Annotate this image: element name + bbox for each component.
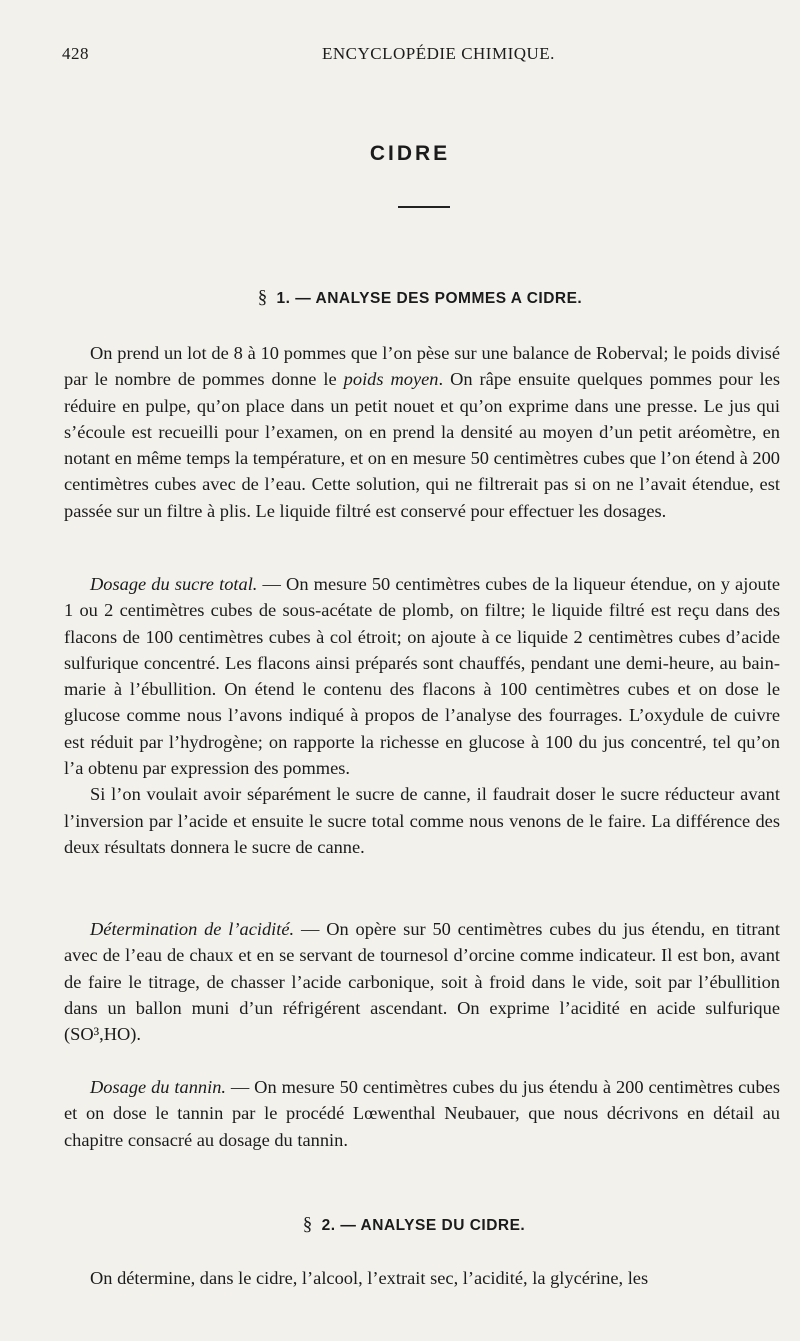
section-symbol: § — [257, 287, 268, 308]
subheading-acidite: Détermination de l’acidité. — [90, 919, 295, 939]
paragraph-text: — On mesure 50 centimètres cubes du jus étendu à 200 centimètres cubes et on dose le tannin par le procédé Lœwenthal Neubauer, que nous décrivons en détail au chapitre consacré au dosage du tannin. — [64, 1077, 780, 1150]
paragraph-acidite — [64, 916, 780, 1047]
emphasis-poids-moyen: poids moyen — [343, 369, 439, 390]
subheading-sucre-total: Dosage du sucre total. — [90, 574, 258, 594]
subheading-tannin: Dosage du tannin. — [90, 1077, 226, 1097]
paragraph-text: . On râpe ensuite quelques pommes pour les réduire en pulpe, qu’on place dans un petit nouet et qu’on exprime dans une presse. Le jus qui s’écoule est recueilli pour l’examen, on en prend la densité au moyen d’un petit aréomètre, en notant en même temps la température, et on en mesure 50 centimètres cubes que l’on étend à 200 centimètres cubes avec de l’eau. Cette solution, qui ne filtrerait pas si on ne l’avait étendue, est passée sur un filtre à plis. Le liquide filtré est conservé pour effectuer les dosages. — [64, 369, 780, 521]
section-title-text: — ANALYSE DU CIDRE. — [340, 1217, 526, 1234]
paragraph-text: On détermine, dans le cidre, l’alcool, l’extrait sec, l’acidité, la glycérine, les — [90, 1268, 649, 1288]
paragraph-sucre-canne: Si l’on voulait avoir séparément le sucre de canne, il faudrait doser le sucre réducteur avant l’inversion par l’acide et ensuite le sucre total comme nous venons de le faire. La différence des deux résultats donnera le sucre de canne. — [64, 784, 780, 857]
paragraph-intro — [64, 340, 780, 524]
paragraph-sucre-total — [64, 571, 780, 860]
paragraph-tannin — [64, 1074, 780, 1153]
section-symbol: § — [302, 1214, 313, 1235]
section-title-text: — ANALYSE DES POMMES A CIDRE. — [295, 290, 583, 307]
page-header — [62, 44, 762, 68]
section-number: 2. — [321, 1217, 336, 1234]
paragraph-text: — On mesure 50 centimètres cubes de la liqueur étendue, on y ajoute 1 ou 2 centimètres cubes de sous-acétate de plomb, on filtre; le liquide filtré est reçu dans des flacons de 100 centimètres cubes à col étroit; on ajoute à ce liquide 2 centimètres cubes d’acide sulfurique concentré. Les flacons ainsi préparés sont chauffés, pendant une demi-heure, au bain-marie à l’ébullition. On étend le contenu des flacons à 100 centimètres cubes et on dose le glucose comme nous l’avons indiqué à propos de l’analyse des fourrages. L’oxydule de cuivre est réduit par l’hydrogène; on rapporte la richesse en glucose à 100 du jus concentré, tel qu’on l’a obtenu par expression des pommes. — [64, 574, 780, 779]
paragraph-cidre — [64, 1265, 780, 1291]
chapter-title: CIDRE — [369, 142, 451, 165]
title-rule — [398, 206, 450, 208]
page-number: 428 — [62, 44, 89, 63]
section-number: 1. — [276, 290, 291, 307]
running-title: ENCYCLOPÉDIE CHIMIQUE. — [322, 44, 555, 63]
paragraph-text: On prend un lot de 8 à 10 pommes que l’on pèse sur une balance de Roberval; le poids divisé par le nombre de pommes donne le — [64, 343, 780, 390]
section-heading-1 — [20, 287, 800, 309]
section-heading-2 — [14, 1214, 800, 1236]
paragraph-text: — On opère sur 50 centimètres cubes du jus étendu, en titrant avec de l’eau de chaux et en se servant de tournesol d’orcine comme indicateur. Il est bon, avant de faire le titrage, de chasser l’acide carbonique, soit à froid dans le vide, soit par l’ébullition dans un ballon muni d’un réfrigérent ascendant. On exprime l’acidité en acide sulfurique (SO³,HO). — [64, 919, 780, 1045]
